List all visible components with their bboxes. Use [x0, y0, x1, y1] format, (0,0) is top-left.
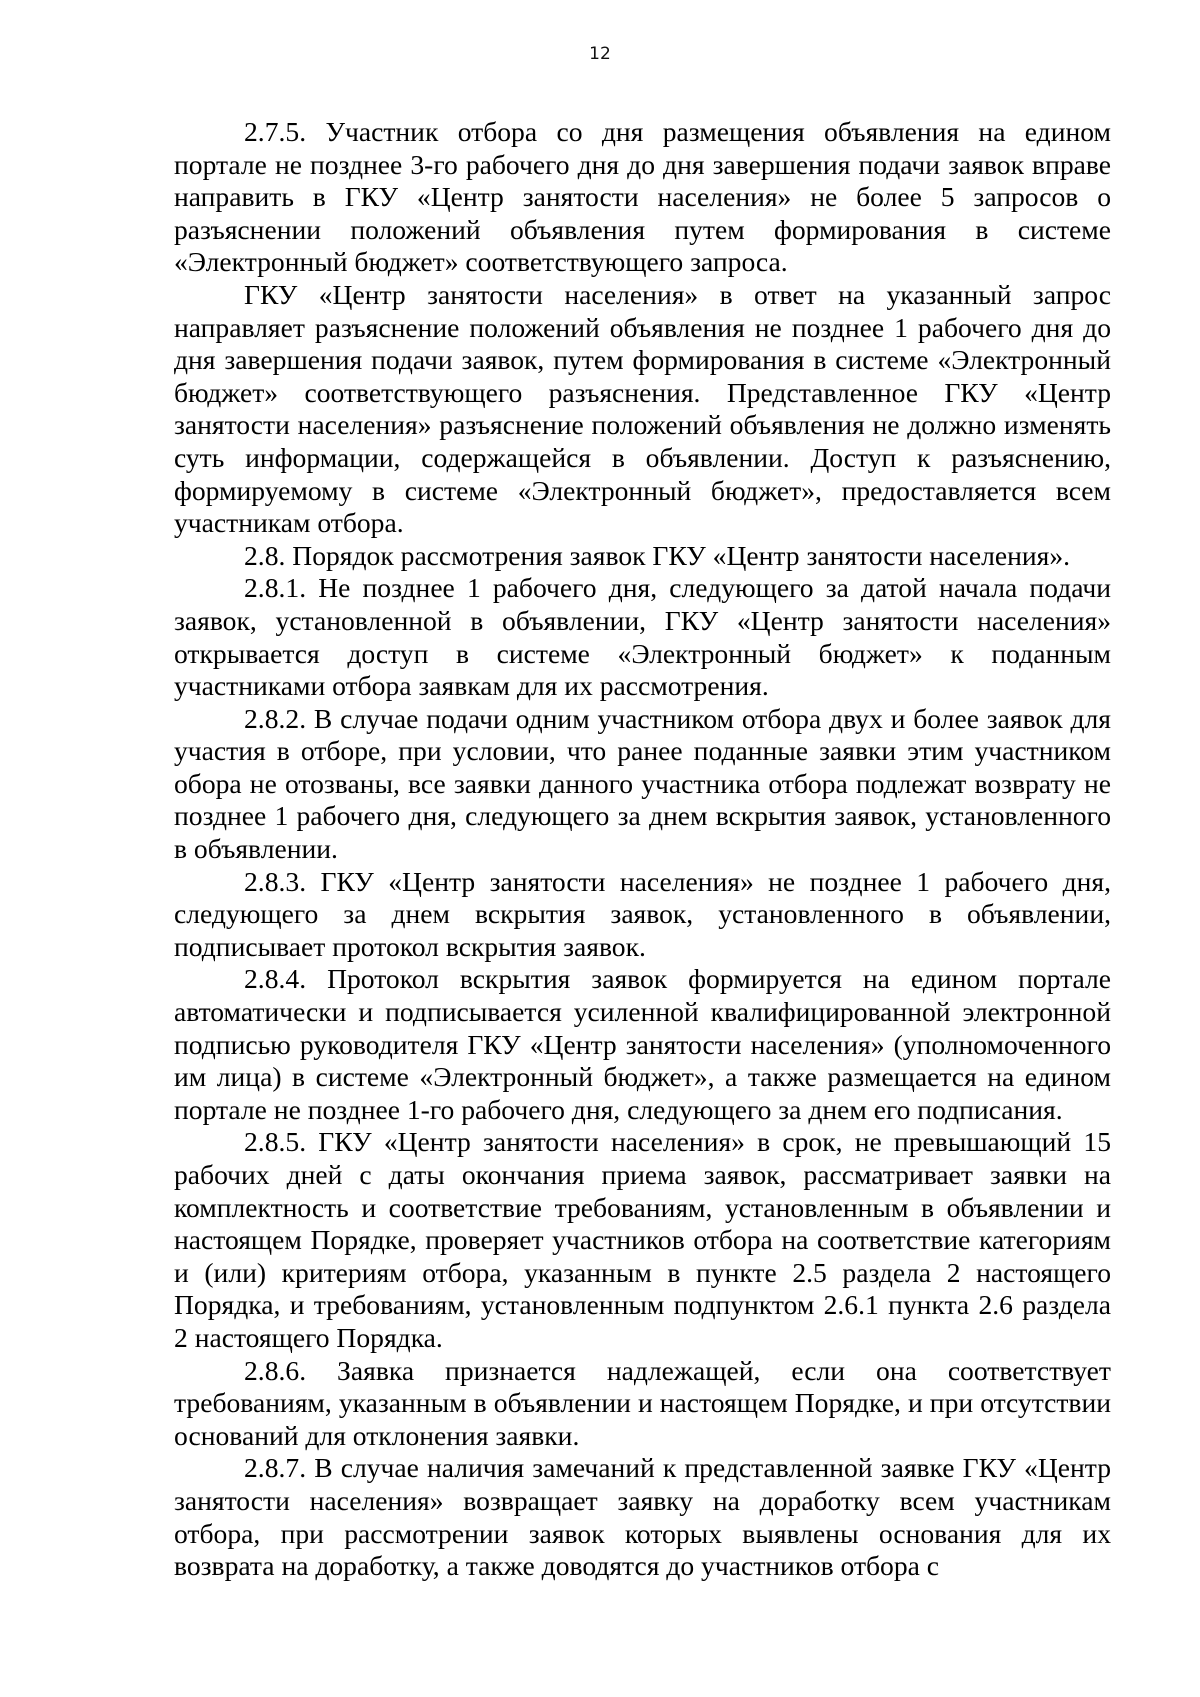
paragraph-2-8-2: 2.8.2. В случае подачи одним участником отбора двух и более заявок для участия в отборе, при условии, что ранее поданные заявки этим участником обора не отозваны, все заявки данного участника отбора подлежат возврату не позднее 1 рабочего дня, следующего за днем вскрытия заявок, установленного в объявлении.	[174, 702, 1111, 865]
paragraph-gku-response: ГКУ «Центр занятости населения» в ответ на указанный запрос направляет разъяснение положений объявления не позднее 1 рабочего дня до дня завершения подачи заявок, путем формирования в системе «Электронный бюджет» соответствующего разъяснения. Представленное ГКУ «Центр занятости населения» разъяснение положений объявления не должно изменять суть информации, содержащейся в объявлении. Доступ к разъяснению, формируемому в системе «Электронный бюджет», предоставляется всем участникам отбора.	[174, 278, 1111, 539]
paragraph-2-8-5: 2.8.5. ГКУ «Центр занятости населения» в срок, не превышающий 15 рабочих дней с даты окончания приема заявок, рассматривает заявки на комплектность и соответствие требованиям, установленным в объявлении и настоящем Порядке, проверяет участников отбора на соответствие категориям и (или) критериям отбора, указанным в пункте 2.5 раздела 2 настоящего Порядка, и требованиям, установленным подпунктом 2.6.1 пункта 2.6 раздела 2 настоящего Порядка.	[174, 1126, 1111, 1353]
document-body	[174, 116, 1111, 1583]
page-number: 12	[589, 44, 611, 64]
paragraph-2-8-7: 2.8.7. В случае наличия замечаний к представленной заявке ГКУ «Центр занятости населения» возвращает заявку на доработку всем участникам отбора, при рассмотрении заявок которых выявлены основания для их возврата на доработку, а также доводятся до участников отбора с	[174, 1452, 1111, 1582]
paragraph-2-8-6: 2.8.6. Заявка признается надлежащей, если она соответствует требованиям, указанным в объявлении и настоящем Порядке, и при отсутствии оснований для отклонения заявки.	[174, 1354, 1111, 1451]
paragraph-2-8-3: 2.8.3. ГКУ «Центр занятости населения» не позднее 1 рабочего дня, следующего за днем вскрытия заявок, установленного в объявлении, подписывает протокол вскрытия заявок.	[174, 865, 1111, 962]
paragraph-2-8-heading: 2.8. Порядок рассмотрения заявок ГКУ «Центр занятости населения».	[244, 539, 1071, 571]
paragraph-2-7-5: 2.7.5. Участник отбора со дня размещения объявления на едином портале не позднее 3-го рабочего дня до дня завершения подачи заявок вправе направить в ГКУ «Центр занятости населения» не более 5 запросов о разъяснении положений объявления путем формирования в системе «Электронный бюджет» соответствующего запроса.	[174, 116, 1111, 278]
paragraph-2-8-4: 2.8.4. Протокол вскрытия заявок формируется на едином портале автоматически и подписывается усиленной квалифицированной электронной подписью руководителя ГКУ «Центр занятости населения» (уполномоченного им лица) в системе «Электронный бюджет», а также размещается на едином портале не позднее 1-го рабочего дня, следующего за днем его подписания.	[174, 963, 1111, 1125]
paragraph-2-8-1: 2.8.1. Не позднее 1 рабочего дня, следующего за датой начала подачи заявок, установленной в объявлении, ГКУ «Центр занятости населения» открывается доступ в системе «Электронный бюджет» к поданным участниками отбора заявкам для их рассмотрения.	[174, 572, 1111, 702]
